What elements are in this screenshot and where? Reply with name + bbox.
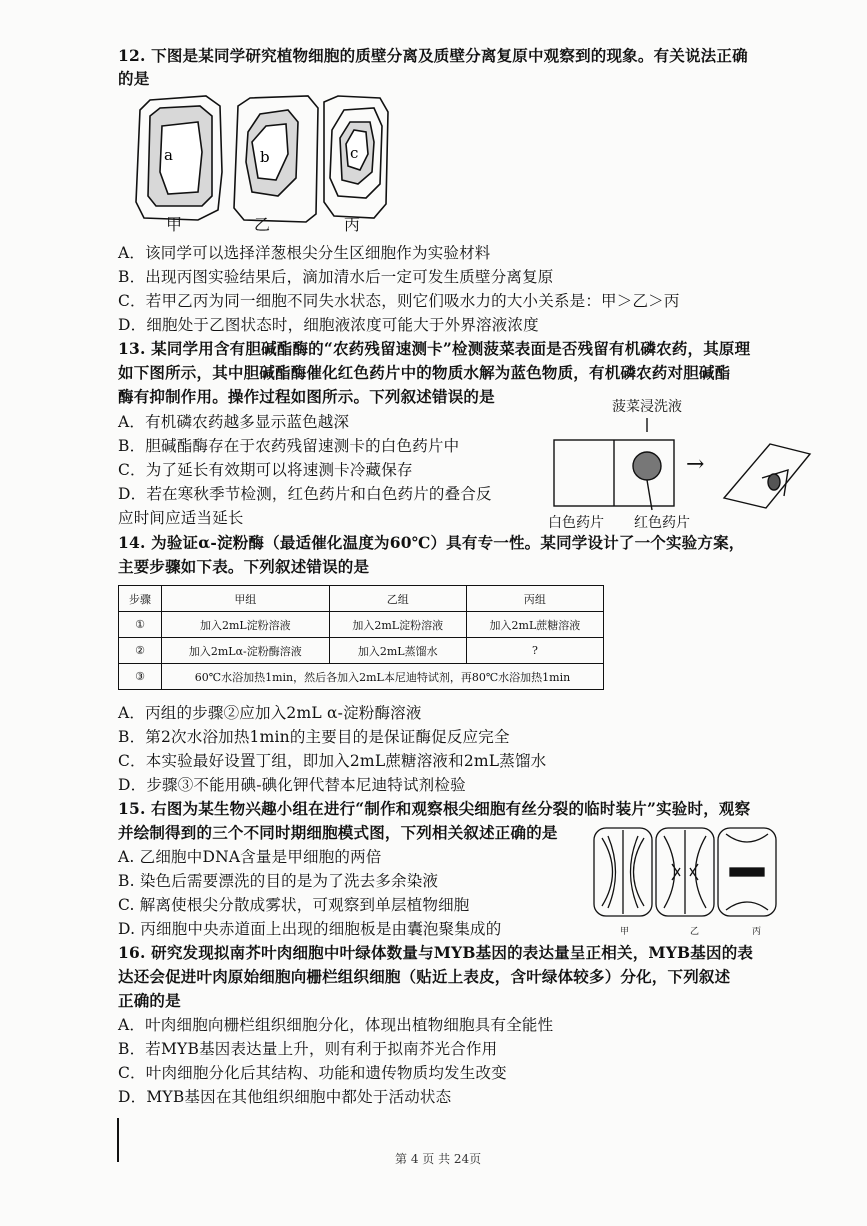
q12-caption-bing: 丙 xyxy=(344,215,361,234)
cell-plate-bing xyxy=(730,868,764,876)
q15-caption-yi: 乙 xyxy=(690,927,700,937)
q16-option-d: D．MYB基因在其他组织细胞中都处于活动状态 xyxy=(118,1088,452,1106)
q15-option-b: B. 染色后需要漂洗的目的是为了洗去多余染液 xyxy=(118,872,439,890)
table-header: 步骤 xyxy=(119,586,162,612)
q13-option-a: A．有机磷农药越多显示蓝色越深 xyxy=(118,413,350,431)
q16-option-b: B．若MYB基因表达量上升，则有利于拟南芥光合作用 xyxy=(118,1040,498,1058)
table-header-row xyxy=(119,586,604,612)
q13-white-tablet-label: 白色药片 xyxy=(548,515,604,531)
q16-stem-line3: 正确的是 xyxy=(118,991,181,1010)
table-header: 丙组 xyxy=(466,586,603,612)
q12-option-d: D．细胞处于乙图状态时，细胞液浓度可能大于外界溶液浓度 xyxy=(118,316,539,334)
table-cell: ③ xyxy=(119,664,162,690)
table-header: 甲组 xyxy=(162,586,330,612)
red-tablet xyxy=(633,452,661,480)
table-row xyxy=(119,612,604,638)
q15-stem-line2: 并绘制得到的三个不同时期细胞模式图，下列相关叙述正确的是 xyxy=(118,823,558,842)
q14-option-b: B．第2次水浴加热1min的主要目的是保证酶促反应完全 xyxy=(118,728,510,746)
q12-caption-yi: 乙 xyxy=(254,215,271,234)
q15-stem-line1: 15. 右图为某生物兴趣小组在进行“制作和观察根尖细胞有丝分裂的临时装片”实验时，观察 xyxy=(118,799,751,818)
q14-option-d: D．步骤③不能用碘-碘化钾代替本尼迪特试剂检验 xyxy=(118,776,466,794)
q14-option-a: A．丙组的步骤②应加入2mL α-淀粉酶溶液 xyxy=(118,704,422,722)
q13-stem-line1: 13. 某同学用含有胆碱酯酶的“农药残留速测卡”检测菠菜表面是否残留有机磷农药，其原理 xyxy=(118,339,751,358)
q12-plasmolysis-figure xyxy=(128,92,390,232)
q12-caption-jia: 甲 xyxy=(166,215,183,234)
table-cell: 加入2mL淀粉溶液 xyxy=(329,612,466,638)
spindle-yi xyxy=(664,830,706,914)
table-cell: 加入2mL淀粉溶液 xyxy=(162,612,330,638)
q14-option-c: C．本实验最好设置丁组，即加入2mL蔗糖溶液和2mL蒸馏水 xyxy=(118,752,547,770)
table-header: 乙组 xyxy=(329,586,466,612)
spindle-jia xyxy=(602,830,644,914)
q13-option-c: C．为了延长有效期可以将速测卡冷藏保存 xyxy=(118,461,413,479)
table-cell: ② xyxy=(119,638,162,664)
q15-option-a: A. 乙细胞中DNA含量是甲细胞的两倍 xyxy=(118,848,382,866)
q13-test-card-figure xyxy=(552,418,812,512)
q16-option-a: A．叶肉细胞向栅栏组织细胞分化，体现出植物细胞具有全能性 xyxy=(118,1016,554,1034)
q14-steps-table xyxy=(118,585,604,690)
table-cell: 加入2mLα-淀粉酶溶液 xyxy=(162,638,330,664)
q13-stem-line3: 酶有抑制作用。操作过程如图所示。下列叙述错误的是 xyxy=(118,387,495,406)
table-cell: ① xyxy=(119,612,162,638)
page-footer: 第 4 页 共 24页 xyxy=(395,1152,482,1166)
q13-option-d: D．若在寒秋季节检测，红色药片和白色药片的叠合反 xyxy=(118,485,492,503)
q16-option-c: C．叶肉细胞分化后其结构、功能和遗传物质均发生改变 xyxy=(118,1064,507,1082)
q15-mitosis-figure xyxy=(592,824,780,920)
margin-bar xyxy=(117,1118,119,1162)
q12-option-b: B．出现丙图实验结果后，滴加清水后一定可发生质壁分离复原 xyxy=(118,268,554,286)
table-cell: ? xyxy=(466,638,603,664)
q15-option-c: C. 解离使根尖分散成雾状，可观察到单层植物细胞 xyxy=(118,896,470,914)
q13-arrow: → xyxy=(686,452,705,477)
cell-label-a: a xyxy=(164,146,173,164)
table-row xyxy=(119,638,604,664)
q13-liquid-label: 菠菜浸洗液 xyxy=(612,399,682,415)
q14-stem-line1: 14. 为验证α-淀粉酶（最适催化温度为60℃）具有专一性。某同学设计了一个实验方案， xyxy=(118,533,745,552)
q13-option-b: B．胆碱酯酶存在于农药残留速测卡的白色药片中 xyxy=(118,437,460,455)
folded-tablet xyxy=(768,474,780,490)
q12-stem-line2: 的是 xyxy=(118,69,150,88)
q15-option-d: D. 丙细胞中央赤道面上出现的细胞板是由囊泡聚集成的 xyxy=(118,920,502,938)
q12-option-c: C．若甲乙丙为同一细胞不同失水状态，则它们吸水力的大小关系是：甲＞乙＞丙 xyxy=(118,292,680,310)
q16-stem-line1: 16. 研究发现拟南芥叶肉细胞中叶绿体数量与MYB基因的表达量呈正相关，MYB基因的表 xyxy=(118,943,754,962)
table-row xyxy=(119,664,604,690)
table-cell: 加入2mL蒸馏水 xyxy=(329,638,466,664)
cell-label-b: b xyxy=(260,148,270,166)
table-cell: 加入2mL蔗糖溶液 xyxy=(466,612,603,638)
q15-caption-bing: 丙 xyxy=(752,927,762,937)
q16-stem-line2: 达还会促进叶肉原始细胞向栅栏组织细胞（贴近上表皮，含叶绿体较多）分化，下列叙述 xyxy=(118,967,731,986)
q12-stem-line1: 12. 下图是某同学研究植物细胞的质壁分离及质壁分离复原中观察到的现象。有关说法正确 xyxy=(118,46,748,65)
cell-label-c: c xyxy=(350,144,359,162)
q14-stem-line2: 主要步骤如下表。下列叙述错误的是 xyxy=(118,557,370,576)
table-cell-merged: 60℃水浴加热1min，然后各加入2mL本尼迪特试剂，再80℃水浴加热1min xyxy=(162,664,604,690)
q12-option-a: A．该同学可以选择洋葱根尖分生区细胞作为实验材料 xyxy=(118,244,491,262)
q13-stem-line2: 如下图所示，其中胆碱酯酶催化红色药片中的物质水解为蓝色物质，有机磷农药对胆碱酯 xyxy=(118,363,731,382)
q13-red-tablet-label: 红色药片 xyxy=(634,515,690,531)
q15-caption-jia: 甲 xyxy=(620,927,630,937)
q13-option-d-cont: 应时间应适当延长 xyxy=(118,509,244,527)
